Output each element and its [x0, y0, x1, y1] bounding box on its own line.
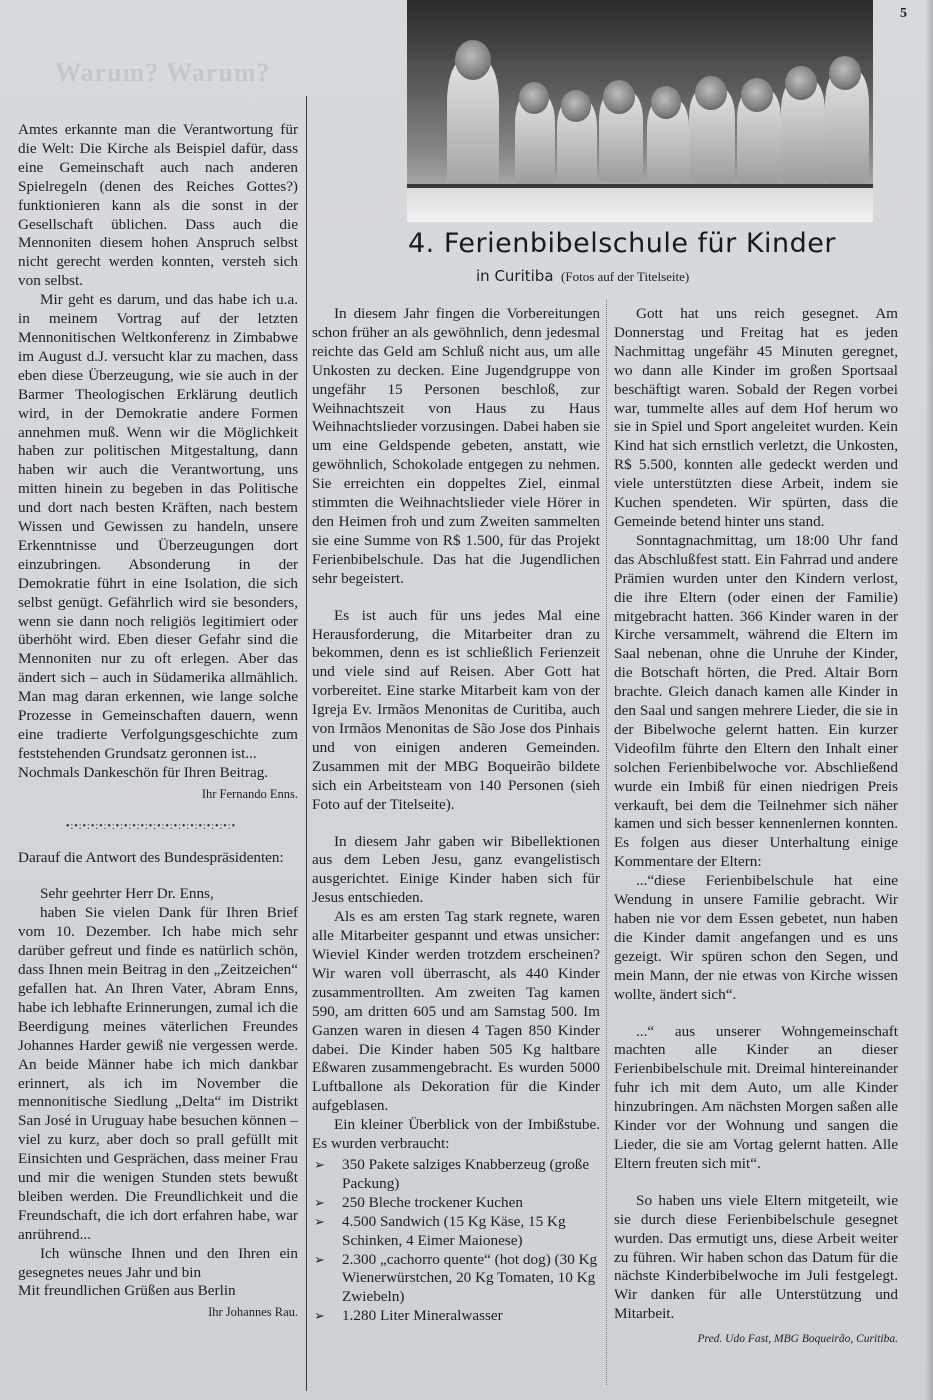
spacer [614, 1174, 898, 1192]
arrow-bullet-icon: ➢ [314, 1308, 325, 1324]
paragraph: Sonntagnachmittag, um 18:00 Uhr fand das Abschlußfest statt. Ein Fahrrad und andere Prämien wurden unter den Kindern verlost, die ihre Eltern (oder einen der Familie) mitgebracht hatten. 366 Kinder waren in der Kirche versammelt, während die Eltern im Saal nebenan, ohne die Unruhe der Kinder, die Botschaft hörten, die Pred. Altair Born brachte. Gleich danach kamen alle Kinder in den Saal und sangen mehrere Lieder, die sie in der Bibelwoche gelernt hatten. Ein kurzer Videofilm führte den Eltern den Inhalt einer solchen Ferienbibelwoche vor. Abschließend wurde ein Imbiß für einen niedrigen Preis verkauft, bei dem die Teilnehmer sich näher kamen und sich besser kennenlernen konnten. Es folgen aus dieser Unterhaltung einige Kommentare der Eltern: [614, 531, 898, 871]
paragraph: Darauf die Antwort des Bundespräsidenten: [18, 848, 284, 866]
consumption-list [312, 1156, 600, 1326]
article-headline: 4. Ferienbibelschule für Kinder [407, 228, 837, 259]
ornament-divider: •:•:•:•:•:•:•:•:•:•:•:•:•:•:•:•:•:•:•:•:• [66, 820, 237, 832]
spacer [18, 867, 298, 885]
paragraph: Gott hat uns reich gesegnet. Am Donnerstag und Freitag hat es jeden Nachmittag ungefähr 45 Minuten geregnet, wo dann alle Kinder im großen Sportsaal beschäftigt waren. Sobald der Regen vorbei war, tummelte alles auf dem Hof herum wo sie in Spiel und Sport angeleitet wurden. Kein Kind hat sich ernstlich verletzt, die Unkosten, R$ 5.500, konnten alle gedeckt werden und viele unterstützten diese Arbeit, indem sie Kuchen spendeten. Wir spürten, dass die Gemeinde betend hinter uns stand. [614, 305, 898, 530]
signature: Ihr Fernando Enns. [201, 786, 298, 801]
column-divider [306, 96, 307, 1391]
list-item: ➢ 1.280 Liter Mineralwasser [314, 1307, 503, 1325]
photo-table [407, 188, 873, 222]
photo-face [651, 86, 681, 119]
list-item: ➢ 4.500 Sandwich (15 Kg Käse, 15 Kg Schinken, 4 Eimer Maionese) [314, 1212, 566, 1249]
salutation: Sehr geehrter Herr Dr. Enns, [40, 885, 214, 903]
paragraph: Es ist auch für uns jedes Mal eine Herausforderung, die Mitarbeiter dran zu bekommen, denn es ist schließlich Ferienzeit und viele sind auf Reisen. Aber Gott hat vorbereitet. Eine starke Mitarbeit kam von der Igreja Ev. Irmãos Menonitas de Curitiba, auch von Irmãos Menonitas de São Jose dos Pinhais und von einigen anderen Gemeinden. Zusammen mit der MBG Boqueirão bildete sich ein Arbeitsteam von 140 Personen (sieh Foto auf der Titelseite). [312, 606, 600, 813]
signature: Ihr Johannes Rau. [208, 1305, 298, 1320]
arrow-bullet-icon: ➢ [314, 1194, 325, 1210]
paragraph: In diesem Jahr fingen die Vorbereitungen schon früher an als gewöhnlich, denn jedesmal reichte das Geld am Schluß nicht aus, um alle Unkosten zu decken. Eine Jugendgruppe von ungefähr 15 Personen beschloß, zur Weihnachtszeit von Haus zu Haus Weihnachtslieder vorzusingen. Dabei haben sie um eine Geldspende gebeten, anstatt, wie gewöhnlich, Schokolade entgegen zu nehmen. Sie erreichten ein doppeltes Ziel, einmal stimmten die Weihnachtslieder viele Hörer in den Heimen froh und zum Zweiten sammelten sie eine Summe von R$ 1.500, für das Projekt Ferienbibelschule. Das hat die Jugendlichen sehr begeistert. [312, 305, 600, 587]
paragraph: haben Sie vielen Dank für Ihren Brief vom 10. Dezember. Ich habe mich sehr darüber gefreut und finde es natürlich schön, dass Ihnen mein Beitrag in den „Zeitzeichen“ gefallen hat. An Ihren Vater, Abram Enns, habe ich lebhafte Erinnerungen, zumal ich die Beerdigung meines väterlichen Freundes Johannes Harder gewiß nie vergessen werde. An beide Männer habe ich mich dankbar erinnert, als ich im November die mennonitische Siedlung „Delta“ im Distrikt San José in Uruguay habe besuchen können – viel zu kurz, aber doch so prall gefüllt mit Einsichten und Gesprächen, dass meiner Frau und mir die wenigen Stunden stets bewußt bleiben werden. Die Freundlichkeit und die Freundschaft, die ich dort erfahren habe, war anrührend... [18, 904, 298, 1243]
photo-note: (Fotos auf der Titelseite) [561, 269, 690, 284]
article-subheading [476, 267, 896, 286]
article-city: in Curitiba [476, 267, 554, 285]
page-number: 5 [900, 6, 907, 21]
bleed-through-title: Warum? Warum? [55, 58, 271, 87]
photo-face [455, 40, 491, 80]
photo-face [519, 82, 549, 114]
column-divider-dotted [606, 300, 607, 1385]
photo-face [829, 56, 861, 90]
paragraph: Ich wünsche Ihnen und den Ihren ein gesegnetes neues Jahr und bin [18, 1244, 298, 1281]
paragraph: Ein kleiner Überblick von der Imbißstube. Es wurden verbraucht: [312, 1116, 600, 1153]
spacer [312, 589, 600, 607]
photo-face [603, 80, 635, 114]
photo-face [741, 78, 773, 112]
quote: ...“diese Ferienbibelschule hat eine Wendung in unsere Familie gebracht. Wir haben nie vor dem Essen gebetet, nun haben die Kinder damit angefangen und es uns gezeigt. Wir spüren schon den Segen, und mein Mann, der nie etwas von Kirche wissen wollte, ändert sich“. [614, 872, 898, 1003]
photo-face [785, 66, 817, 100]
page-edge-shadow [925, 0, 933, 1400]
spacer [614, 1005, 898, 1023]
paragraph: Nochmals Dankeschön für Ihren Beitrag. [18, 763, 269, 781]
children-group-photo [407, 0, 873, 222]
left-column [18, 121, 298, 1322]
arrow-bullet-icon: ➢ [314, 1251, 325, 1267]
paragraph: So haben uns viele Eltern mitgeteilt, wie sie durch diese Ferienbibelschule gesegnet wurden. Das ermutigt uns, diese Arbeit weiter zu führen. Wir haben schon das Datum für die nächste Kinderbibelwoche im Juli festgelegt. Wir danken für alle Unterstützung und Mitarbeit. [614, 1191, 898, 1323]
photo-face [695, 76, 727, 110]
arrow-bullet-icon: ➢ [314, 1213, 325, 1229]
closing: Mit freundlichen Grüßen aus Berlin [18, 1282, 236, 1300]
paragraph: In diesem Jahr gaben wir Bibellektionen aus dem Leben Jesu, ganz evangelistisch ausgerichtet. Einige Kinder haben sich für Jesus entschieden. [312, 832, 600, 907]
paragraph: Als es am ersten Tag stark regnete, waren alle Mitarbeiter gespannt und etwas unsicher: Wieviel Kinder werden trotzdem erscheinen? Wir waren voll überrascht, als 440 Kinder zusammentrollten. Am zweiten Tag kamen 590, am dritten 605 und am Samstag 500. Im Ganzen waren in diesen 4 Tagen 850 Kinder dabei. Die Kinder haben 505 Kg haltbare Eßwaren zusammengebracht. Es wurden 5000 Luftballone als Dekoration für die Kinder aufgeblasen. [312, 908, 600, 1115]
right-column [614, 305, 898, 1349]
arrow-bullet-icon: ➢ [314, 1156, 325, 1172]
quote: ...“ aus unserer Wohngemeinschaft machten alle Kinder an dieser Ferienbibelschule mit. Dreimal hintereinander fuhr ich mit dem Auto, um alle Kinder hinzubringen. Am nächsten Morgen saßen alle Kinder vor der Wohnung und sangen die Lieder, die sie am Vortag gelernt hatten. Alle Eltern freuten sich mit“. [614, 1022, 898, 1172]
photo-face [561, 90, 591, 122]
list-item: ➢ 250 Bleche trockener Kuchen [314, 1193, 523, 1211]
spacer [312, 815, 600, 833]
middle-column [312, 305, 600, 1326]
photo-figure [447, 60, 499, 200]
paragraph: Amtes erkannte man die Verantwortung für die Welt: Die Kirche als Beispiel dafür, dass eine Gemeinschaft auch nach anderen Spielregeln (denen des Reiches Gottes?) funktionieren kann als die sonst in der Gesellschaft üblichen. Dass auch die Mennoniten diesem hohen Anspruch selbst nicht gerecht werden konnten, versteh sich von selbst. [18, 121, 298, 290]
signature: Pred. Udo Fast, MBG Boqueirão, Curitiba. [697, 1333, 898, 1346]
list-item: ➢ 350 Pakete salziges Knabberzeug (große Packung) [314, 1155, 590, 1192]
list-item: ➢ 2.300 „cachorro quente“ (hot dog) (30 Kg Wienerwürstchen, 20 Kg Tomaten, 10 Kg Zwiebeln) [314, 1250, 598, 1306]
paragraph: Mir geht es darum, und das habe ich u.a. in meinem Vortrag auf der letzten Mennonitischen Weltkonferenz in Zimbabwe im August d.J. versucht klar zu machen, dass eben diese Überzeugung, wie sie auch in der Barmer Theologischen Erklärung deutlich wird, in der Demokratie andere Formen annehmen muß. Wenn wir die Möglichkeit haben zur politischen Mitgestaltung, dann haben wir auch die Verantwortung, uns mitten hinein zu begeben in das Politische und dort nach besten Kräften, nach bestem Wissen und Gewissen zu handeln, unsere Erkenntnisse und Überzeugungen dort einzubringen. Absonderung in der Demokratie führt in eine Isolation, die sich selbst genügt. Gefährlich wird sie besonders, wenn sie dann noch religiös legitimiert oder überhöht wird. Eben dieser Gefahr sind die Mennoniten nur zu oft erlegen. Aber das ändert sich – auch in Südamerika allmählich. Man mag daran erkennen, wie lange solche Prozesse in Gemeinschaften dauern, wenn eine tradierte Verfolgungsgeschichte zum feststehenden Grundsatz geronnen ist... [18, 291, 298, 762]
